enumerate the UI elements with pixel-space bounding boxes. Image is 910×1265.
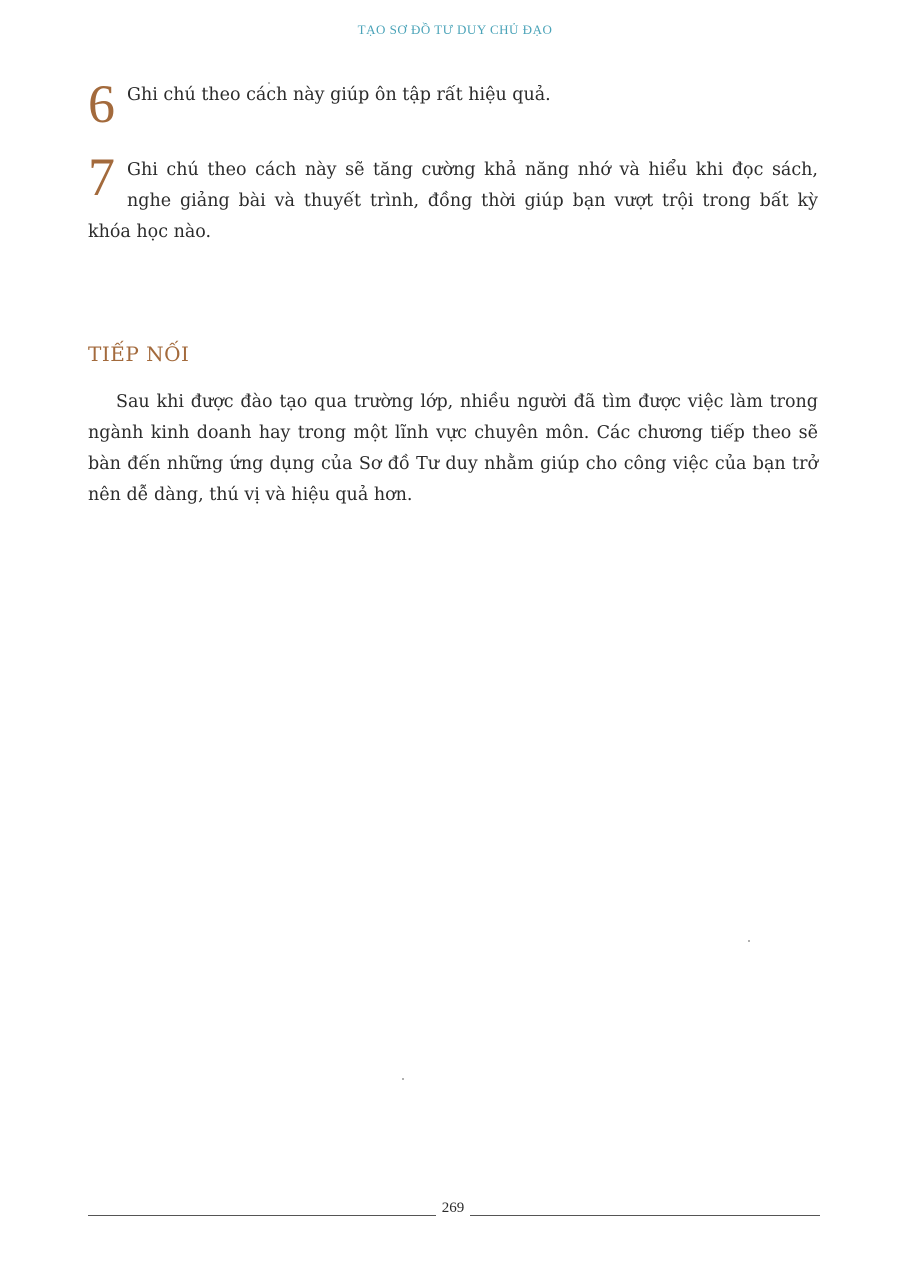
item-number: 6 xyxy=(88,74,115,134)
item-text: Ghi chú theo cách này giúp ôn tập rất hiệu quả. xyxy=(127,85,551,105)
scan-speck xyxy=(748,940,750,942)
numbered-item-7 xyxy=(88,147,818,248)
running-header: TẠO SƠ ĐỒ TƯ DUY CHỦ ĐẠO xyxy=(357,22,553,37)
item-number: 7 xyxy=(88,147,115,207)
section-heading: TIẾP NỐI xyxy=(88,342,190,366)
footer-rule-left xyxy=(88,1215,436,1216)
numbered-item-6 xyxy=(88,74,818,134)
page-number: 269 xyxy=(441,1200,465,1216)
scan-speck xyxy=(402,1078,404,1080)
item-text: Ghi chú theo cách này sẽ tăng cường khả năng nhớ và hiểu khi đọc sách, nghe giảng bài và thuyết trình, đồng thời giúp bạn vượt trội trong bất kỳ khóa học nào. xyxy=(88,160,818,242)
scan-speck xyxy=(268,82,270,84)
body-paragraph: Sau khi được đào tạo qua trường lớp, nhiều người đã tìm được việc làm trong ngành kinh doanh hay trong một lĩnh vực chuyên môn. Các chương tiếp theo sẽ bàn đến những ứng dụng của Sơ đồ Tư duy nhằm giúp cho công việc của bạn trở nên dễ dàng, thú vị và hiệu quả hơn. xyxy=(88,392,818,505)
footer-rule-right xyxy=(470,1215,820,1216)
